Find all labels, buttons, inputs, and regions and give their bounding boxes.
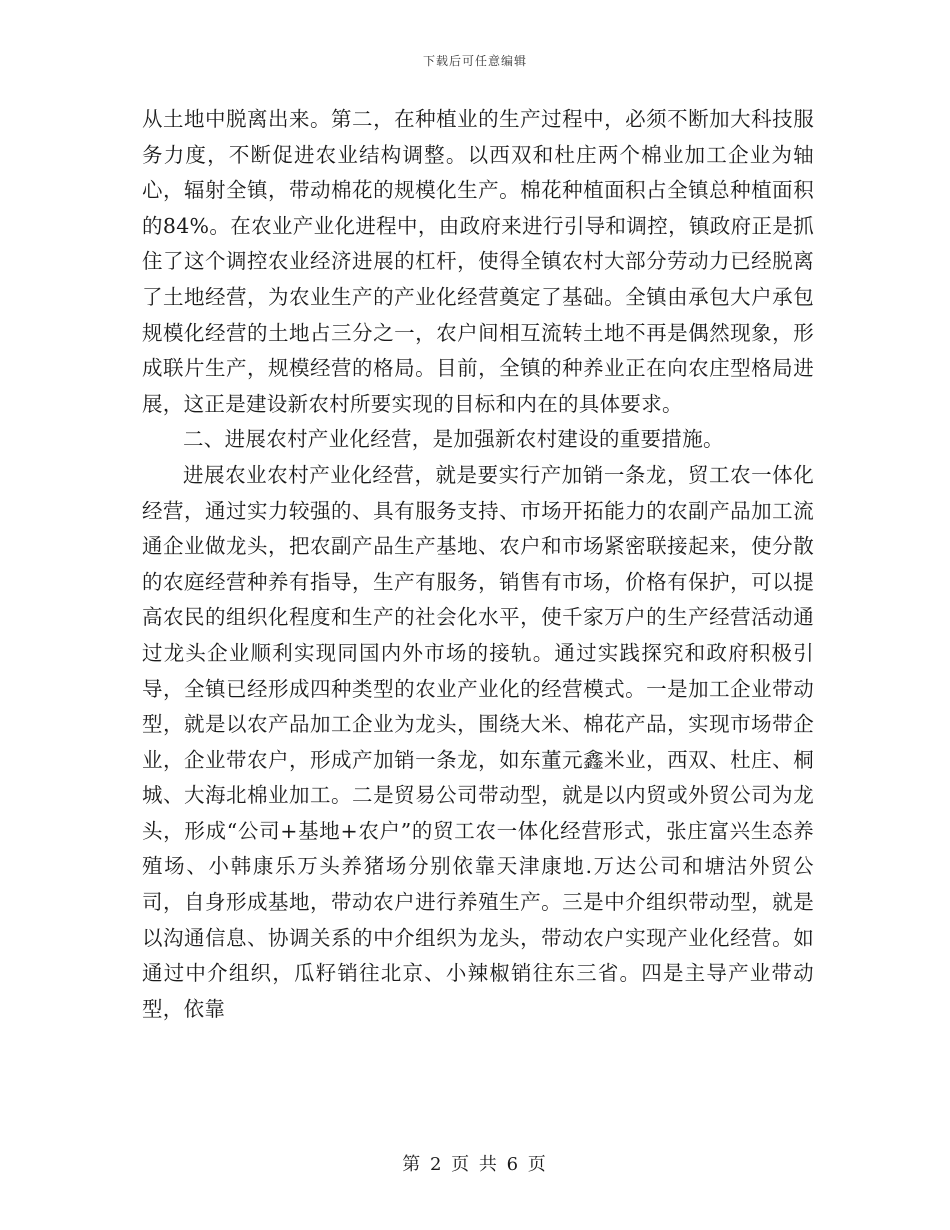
page-header: 下载后可任意编辑 [422, 54, 527, 68]
section-heading: 二、进展农村产业化经营，是加强新农村建设的重要措施。 [183, 427, 724, 452]
paragraph: 进展农业农村产业化经营，就是要实行产加销一条龙，贸工农一体化经营，通过实力较强的、具有服务支持、市场开拓能力的农副产品加工流通企业做龙头，把农副产品生产基地、农户和市场紧密联接起来，使分散的农庭经营种养有指导，生产有服务，销售有市场，价格有保护，可以提高农民的组织化程度和生产的社会化水平，使千家万户的生产经营活动通过龙头企业顺利实现同国内外市场的接轨。通过实践探究和政府积极引导，全镇已经形成四种类型的农业产业化的经营模式。一是加工企业带动型，就是以农产品加工企业为龙头，围绕大米、棉花产品，实现市场带企业，企业带农户，形成产加销一条龙，如东董元鑫米业，西双、杜庄、桐城、大海北棉业加工。二是贸易公司带动型，就是以内贸或外贸公司为龙头，形成“公司+基地+农户”的贸工农一体化经营形式，张庄富兴生态养殖场、小韩康乐万头养猪场分别依靠天津康地.万达公司和塘沽外贸公司，自身形成基地，带动农户进行养殖生产。三是中介组织带动型，就是以沟通信息、协调关系的中介组织为龙头，带动农户实现产业化经营。如通过中介组织，瓜籽销往北京、小辣椒销往东三省。四是主导产业带动型，依靠 [142, 462, 814, 1021]
page-footer: 第 2 页 共 6 页 [402, 1154, 548, 1175]
paragraph: 从土地中脱离出来。第二，在种植业的生产过程中，必须不断加大科技服务力度，不断促进农业结构调整。以西双和杜庄两个棉业加工企业为轴心，辐射全镇，带动棉花的规模化生产。棉花种植面积占全镇总种植面积的84%。在农业产业化进程中，由政府来进行引导和调控，镇政府正是抓住了这个调控农业经济进展的杠杆，使得全镇农村大部分劳动力已经脱离了土地经营，为农业生产的产业化经营奠定了基础。全镇由承包大户承包规模化经营的土地占三分之一，农户间相互流转土地不再是偶然现象，形成联片生产，规模经营的格局。目前，全镇的种养业正在向农庄型格局进展，这正是建设新农村所要实现的目标和内在的具体要求。 [142, 107, 814, 416]
document-body [142, 102, 814, 1027]
